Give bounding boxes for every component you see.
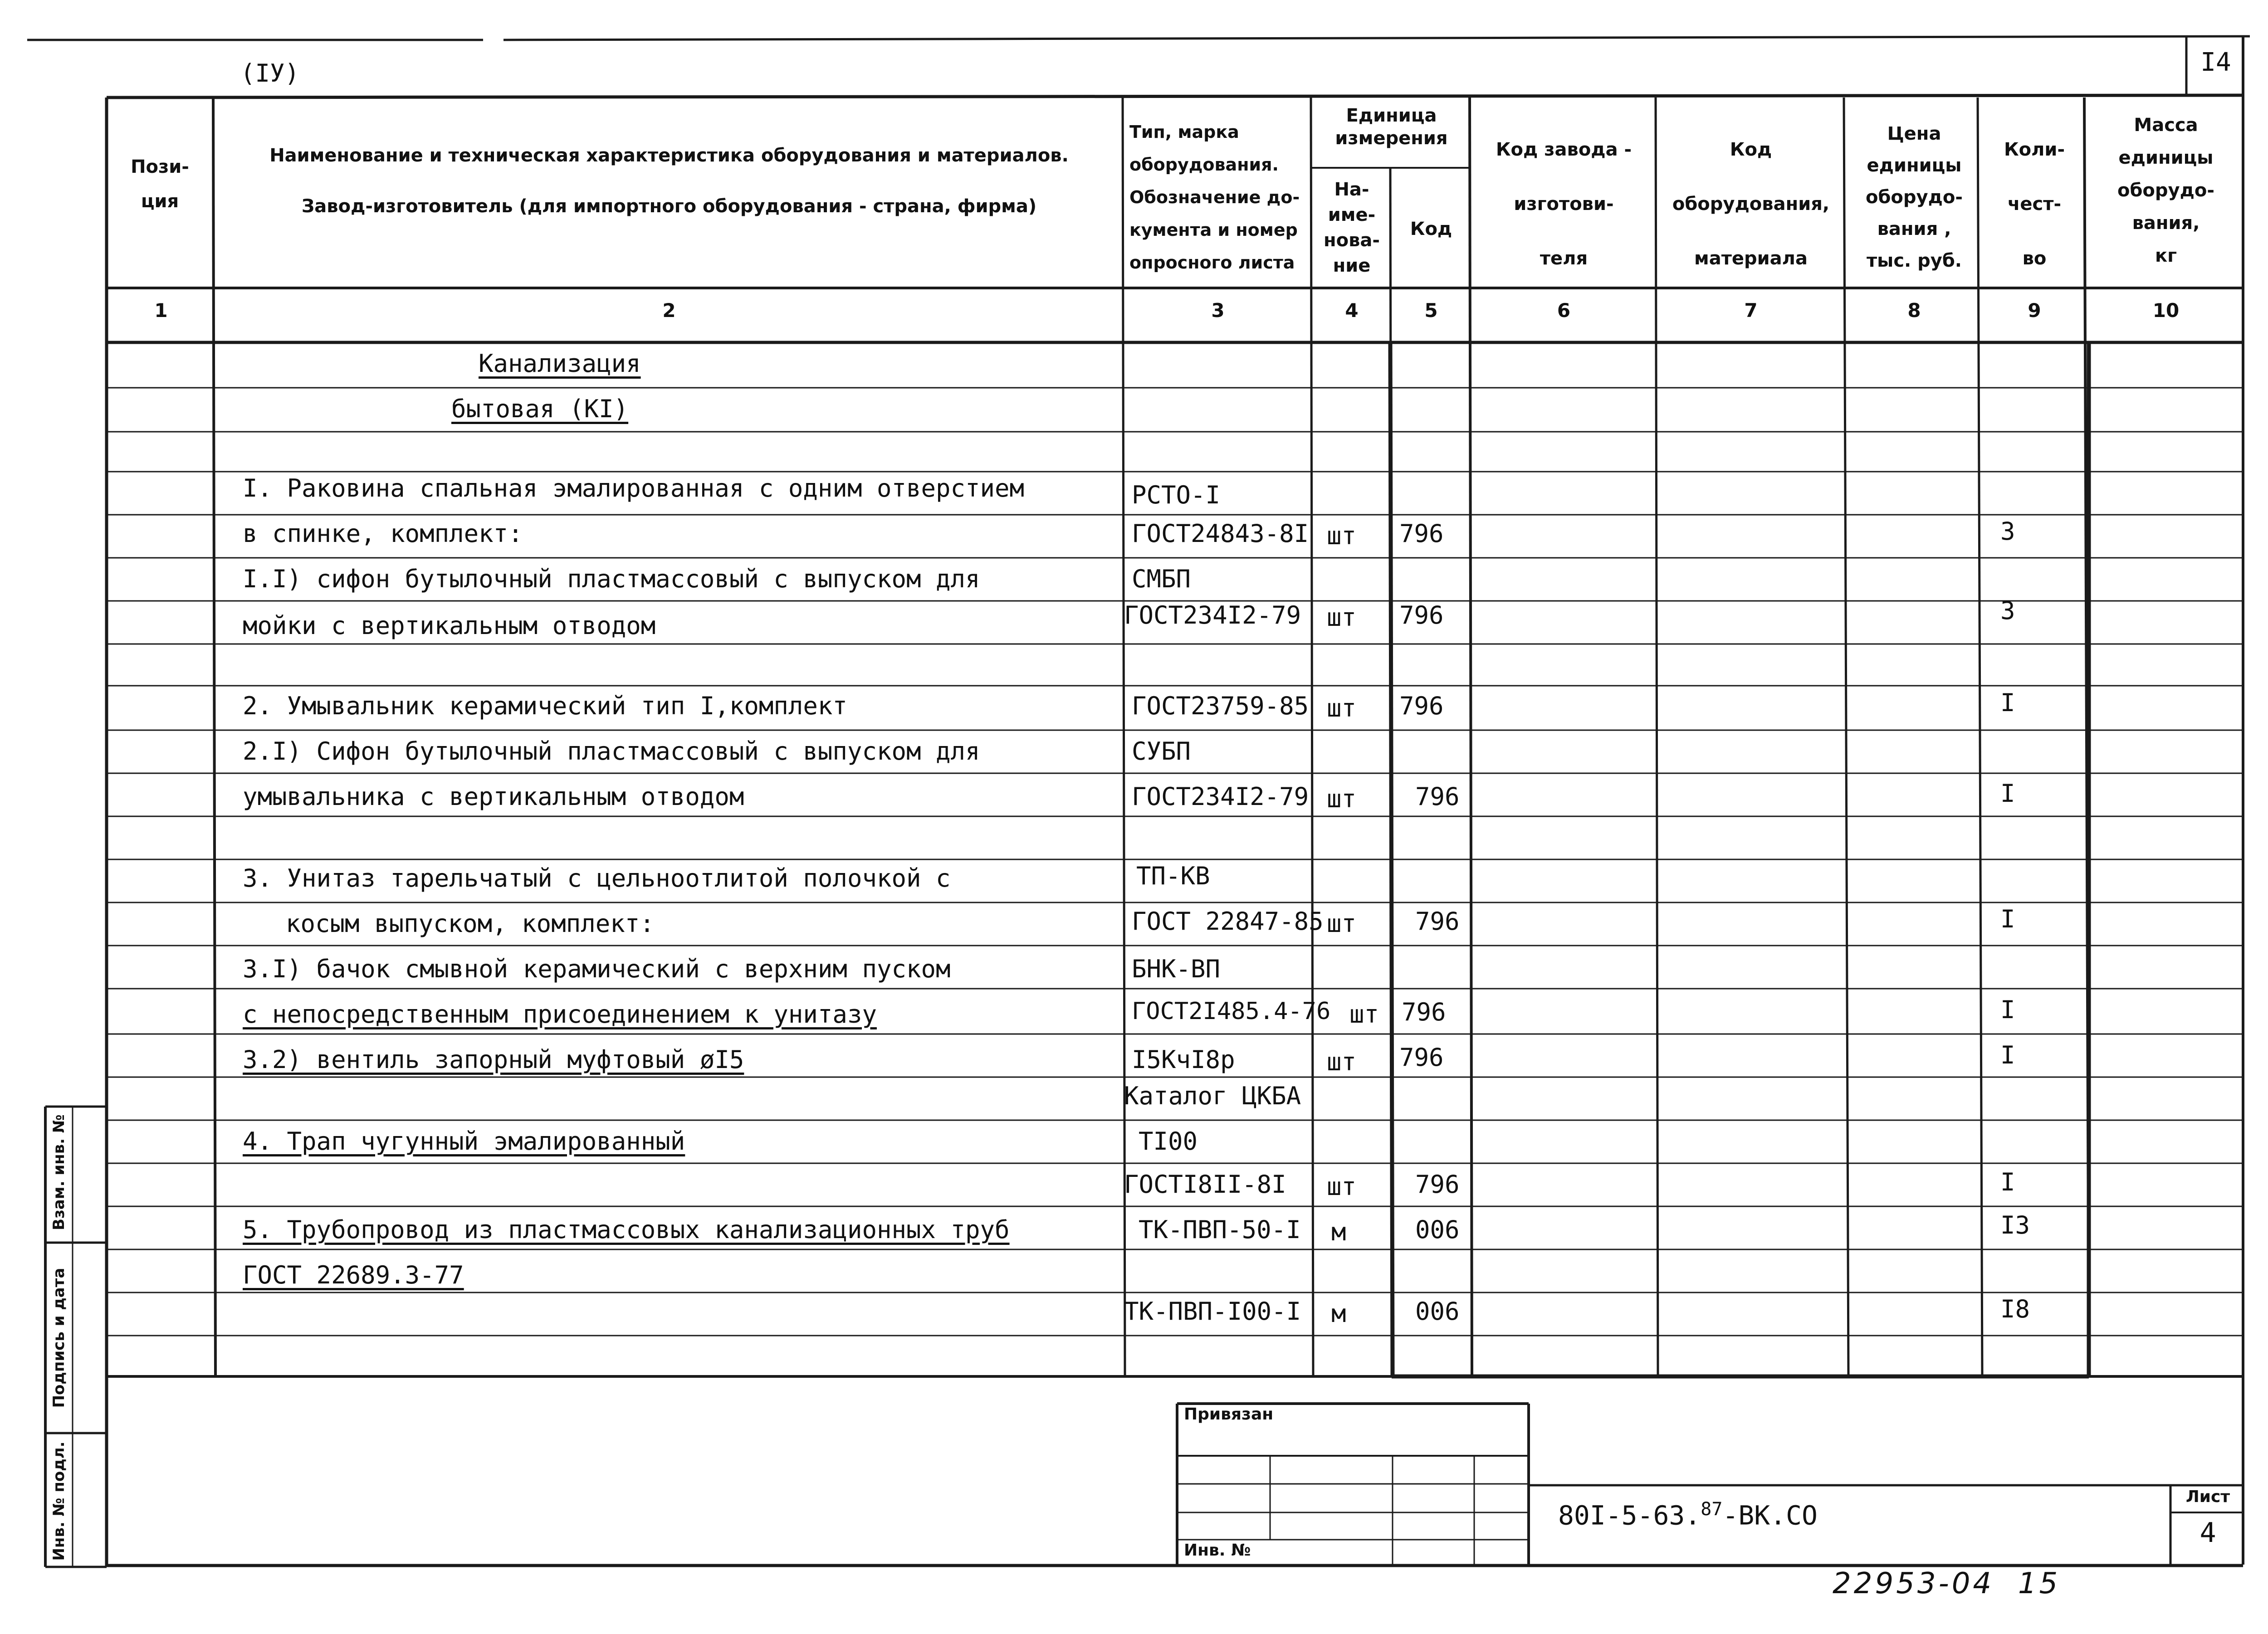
side-label-inv: Инв. № подл. bbox=[50, 1441, 68, 1561]
row-18-qty: I8 bbox=[2000, 1295, 2030, 1323]
row-9-code: 796 bbox=[1415, 907, 1460, 936]
colnum-9: 9 bbox=[2028, 299, 2041, 322]
row-8-type: ТП-КВ bbox=[1136, 862, 1210, 890]
row-15-type: ГОСТI8II-8I bbox=[1124, 1170, 1286, 1199]
row-1-type: РСТО-I bbox=[1132, 481, 1221, 509]
row-1-name: I. Раковина спальная эмалированная с одним отверстием bbox=[243, 474, 1025, 502]
header-mass: Масса единицы оборудо- вания, кг bbox=[2117, 115, 2214, 266]
row-4-code: 796 bbox=[1399, 601, 1444, 629]
row-12-code: 796 bbox=[1399, 1043, 1444, 1072]
header-unit: Единица измерения bbox=[1335, 105, 1448, 149]
sheet-corner-number: I4 bbox=[2200, 48, 2231, 77]
row-11-code: 796 bbox=[1402, 998, 1446, 1026]
row-7-type: ГОСТ234I2-79 bbox=[1132, 782, 1309, 811]
designation-tail: -ВК.СО bbox=[1722, 1500, 1818, 1531]
section-title-line2: бытовая (КI) bbox=[451, 395, 629, 423]
row-11-qty: I bbox=[2000, 995, 2015, 1024]
header-price: Цена единицы оборудо- вания , тыс. руб. bbox=[1866, 123, 1963, 271]
designation-sup: 87 bbox=[1701, 1499, 1723, 1520]
header-unit-code: Код bbox=[1410, 219, 1452, 239]
row-11-type: ГОСТ2I485.4-76 bbox=[1132, 998, 1331, 1025]
row-5-qty: I bbox=[2000, 688, 2015, 717]
stamp-list-label: Лист bbox=[2185, 1488, 2230, 1506]
row-11-name: с непосредственным присоединением к унитазу bbox=[243, 1000, 877, 1029]
row-16-code: 006 bbox=[1415, 1215, 1460, 1244]
row-16-unit: м bbox=[1331, 1218, 1346, 1246]
row-16-type: ТК-ПВП-50-I bbox=[1139, 1215, 1301, 1244]
row-15-qty: I bbox=[2000, 1168, 2015, 1196]
row-4-qty: 3 bbox=[2000, 596, 2015, 625]
colnum-7: 7 bbox=[1744, 299, 1758, 322]
row-15-unit: шт bbox=[1327, 1172, 1357, 1201]
row-13-type: Каталог ЦКБА bbox=[1124, 1082, 1301, 1110]
designation-main: 80I-5-63. bbox=[1558, 1500, 1701, 1531]
row-11-unit: шт bbox=[1349, 1000, 1379, 1029]
row-12-unit: шт bbox=[1327, 1048, 1357, 1076]
header-position: Пози- ция bbox=[131, 156, 189, 212]
colnum-2: 2 bbox=[662, 299, 676, 322]
colnum-8: 8 bbox=[1907, 299, 1921, 322]
row-18-type: ТК-ПВП-I00-I bbox=[1124, 1297, 1301, 1326]
row-5-type: ГОСТ23759-85 bbox=[1132, 692, 1309, 720]
colnum-1: 1 bbox=[154, 299, 168, 322]
row-15-code: 796 bbox=[1415, 1170, 1460, 1199]
stamp-inv-no: Инв. № bbox=[1184, 1541, 1251, 1560]
row-4-unit: шт bbox=[1327, 603, 1357, 632]
row-3-name: I.I) сифон бутылочный пластмассовый с выпуском для bbox=[243, 565, 980, 593]
section-mark: (IУ) bbox=[240, 59, 300, 88]
row-16-name: 5. Трубопровод из пластмассовых канализационных труб bbox=[243, 1215, 1010, 1244]
row-4-name: мойки с вертикальным отводом bbox=[243, 611, 656, 640]
row-12-type: I5КчI8р bbox=[1132, 1045, 1235, 1074]
stamp-privyazan: Привязан bbox=[1184, 1405, 1274, 1424]
row-18-code: 006 bbox=[1415, 1297, 1460, 1326]
row-4-type: ГОСТ234I2-79 bbox=[1124, 601, 1301, 629]
header-type: Тип, марка оборудования. Обозначение до- кумента и номер опросного листа bbox=[1129, 122, 1300, 273]
row-10-type: БНК-ВП bbox=[1132, 955, 1221, 983]
row-17-name: ГОСТ 22689.3-77 bbox=[243, 1261, 464, 1289]
row-10-name: 3.I) бачок смывной керамический с верхним пуском bbox=[243, 955, 951, 983]
row-9-type: ГОСТ 22847-85 bbox=[1132, 907, 1324, 936]
side-label-vzam: Взам. инв. № bbox=[50, 1114, 68, 1230]
row-5-code: 796 bbox=[1399, 692, 1444, 720]
row-14-type: ТI00 bbox=[1139, 1127, 1198, 1156]
row-9-unit: шт bbox=[1327, 909, 1357, 938]
row-3-type: СМБП bbox=[1132, 565, 1191, 593]
handwritten-number: 22953-04 15 bbox=[1833, 1567, 2061, 1600]
row-7-qty: I bbox=[2000, 779, 2015, 808]
colnum-6: 6 bbox=[1557, 299, 1571, 322]
row-9-qty: I bbox=[2000, 905, 2015, 933]
row-9-name: косым выпуском, комплект: bbox=[286, 909, 655, 938]
header-equipment-code: Код оборудования, материала bbox=[1672, 139, 1830, 269]
header-name: Наименование и техническая характеристика оборудования и материалов. Завод-изготовитель (для импортного оборудования - страна, фирма) bbox=[269, 145, 1069, 217]
row-2-type: ГОСТ24843-8I bbox=[1132, 519, 1309, 548]
section-title-line1: Канализация bbox=[479, 349, 641, 378]
row-6-type: СУБП bbox=[1132, 737, 1191, 766]
header-quantity: Коли- чест- во bbox=[2004, 139, 2065, 269]
header-unit-name: На- име- нова- ние bbox=[1323, 179, 1380, 276]
row-5-unit: шт bbox=[1327, 694, 1357, 722]
row-2-qty: 3 bbox=[2000, 517, 2015, 546]
colnum-10: 10 bbox=[2152, 299, 2180, 322]
row-8-name: 3. Унитаз тарельчатый с цельноотлитой полочкой с bbox=[243, 864, 951, 893]
row-7-code: 796 bbox=[1415, 782, 1460, 811]
row-14-name: 4. Трап чугунный эмалированный bbox=[243, 1127, 685, 1156]
row-18-unit: м bbox=[1331, 1299, 1346, 1328]
stamp-designation bbox=[1558, 1499, 1818, 1531]
row-5-name: 2. Умывальник керамический тип I,комплект bbox=[243, 692, 847, 720]
colnum-4: 4 bbox=[1345, 299, 1359, 322]
row-2-unit: шт bbox=[1327, 522, 1357, 550]
row-7-unit: шт bbox=[1327, 785, 1357, 813]
colnum-5: 5 bbox=[1424, 299, 1438, 322]
row-2-name: в спинке, комплект: bbox=[243, 519, 523, 548]
row-7-name: умывальника с вертикальным отводом bbox=[243, 782, 744, 811]
row-12-name: 3.2) вентиль запорный муфтовый øI5 bbox=[243, 1045, 744, 1074]
colnum-3: 3 bbox=[1211, 299, 1225, 322]
row-12-qty: I bbox=[2000, 1041, 2015, 1069]
row-16-qty: I3 bbox=[2000, 1211, 2030, 1239]
header-maker-code: Код завода - изготови- теля bbox=[1496, 139, 1632, 269]
stamp-list-number: 4 bbox=[2200, 1517, 2216, 1549]
row-6-name: 2.I) Сифон бутылочный пластмассовый с выпуском для bbox=[243, 737, 980, 766]
side-label-podpis: Подпись и дата bbox=[50, 1268, 68, 1408]
row-2-code: 796 bbox=[1399, 519, 1444, 548]
